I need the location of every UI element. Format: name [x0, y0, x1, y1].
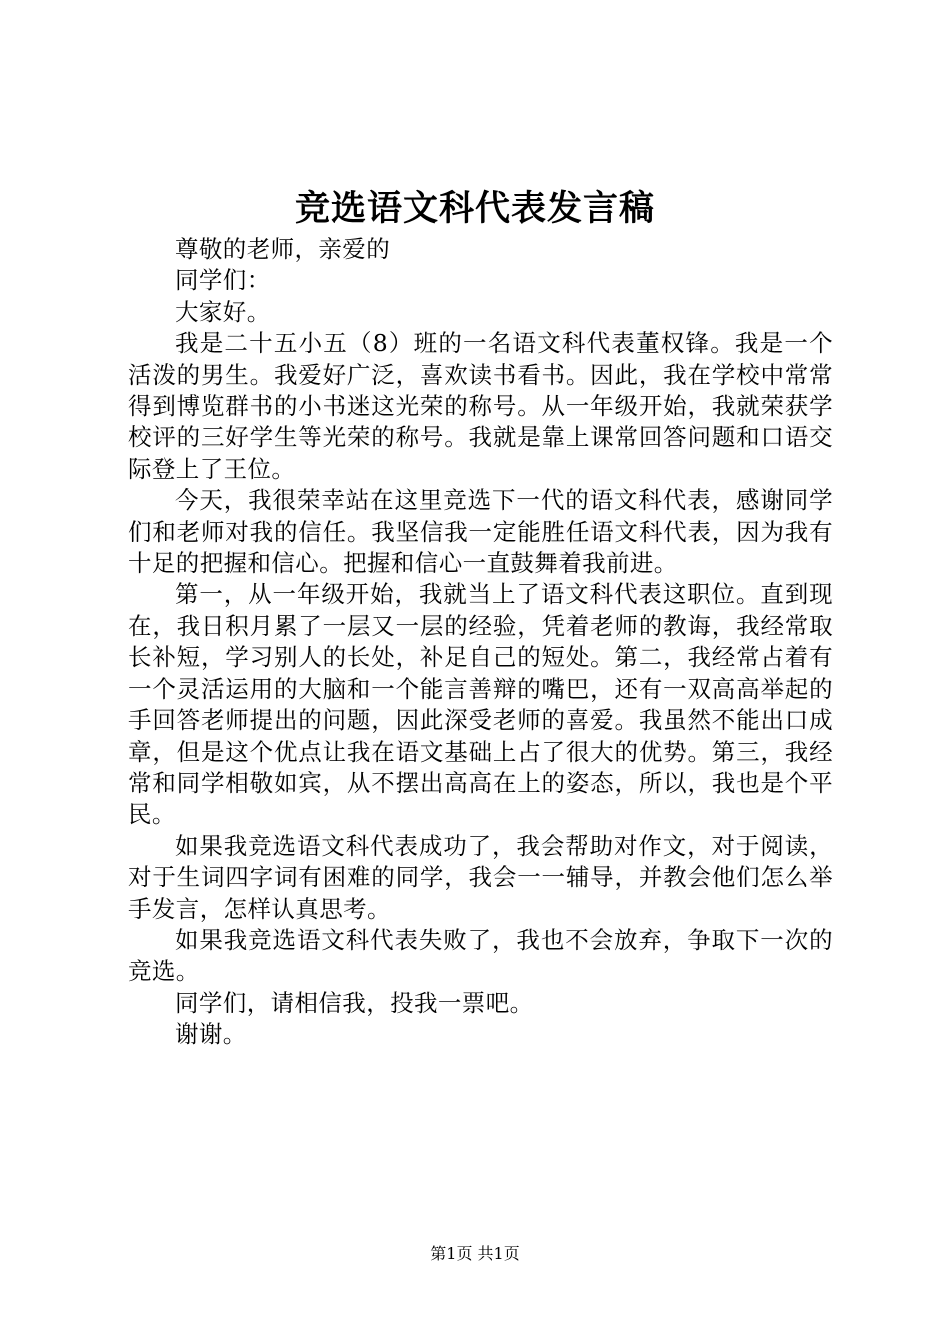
paragraph-reasons: 第一，从一年级开始，我就当上了语文科代表这职位。直到现在，我日积月累了一层又一层的经验，凭着老师的教诲，我经常取长补短，学习别人的长处，补足自己的短处。第二，我经常占着有一个灵活运用的大脑和一个能言善辩的嘴巴，还有一双高高举起的手回答老师提出的问题，因此深受老师的喜爱。我虽然不能出口成章，但是这个优点让我在语文基础上占了很大的优势。第三，我经常和同学相敬如宾，从不摆出高高在上的姿态，所以，我也是个平民。 [128, 580, 833, 829]
document-title: 竞选语文科代表发言稿 [294, 188, 655, 229]
page-number-footer: 第1页 共1页 [430, 1244, 520, 1263]
paragraph-appeal: 同学们，请相信我，投我一票吧。 [175, 988, 534, 1017]
paragraph-greeting: 大家好。 [175, 297, 271, 326]
document-body [128, 234, 833, 1051]
paragraph-salutation-1: 尊敬的老师，亲爱的 [175, 235, 391, 263]
paragraph-purpose: 今天，我很荣幸站在这里竞选下一代的语文科代表，感谢同学们和老师对我的信任。我坚信我一定能胜任语文科代表，因为我有十足的把握和信心。把握和信心一直鼓舞着我前进。 [128, 486, 833, 578]
paragraph-if-fail: 如果我竞选语文科代表失败了，我也不会放弃，争取下一次的竞选。 [128, 925, 833, 986]
paragraph-introduction: 我是二十五小五（8）班的一名语文科代表董权锋。我是一个活泼的男生。我爱好广泛，喜欢读书看书。因此，我在学校中常常得到博览群书的小书迷这光荣的称号。从一年级开始，我就荣获学校评的三好学生等光荣的称号。我就是靠上课常回答问题和口语交际登上了王位。 [128, 329, 833, 483]
paragraph-salutation-2: 同学们： [175, 266, 271, 295]
paragraph-if-success: 如果我竞选语文科代表成功了，我会帮助对作文，对于阅读，对于生词四字词有困难的同学，我会一一辅导，并教会他们怎么举手发言，怎样认真思考。 [128, 831, 833, 923]
paragraph-thanks: 谢谢。 [175, 1020, 247, 1049]
